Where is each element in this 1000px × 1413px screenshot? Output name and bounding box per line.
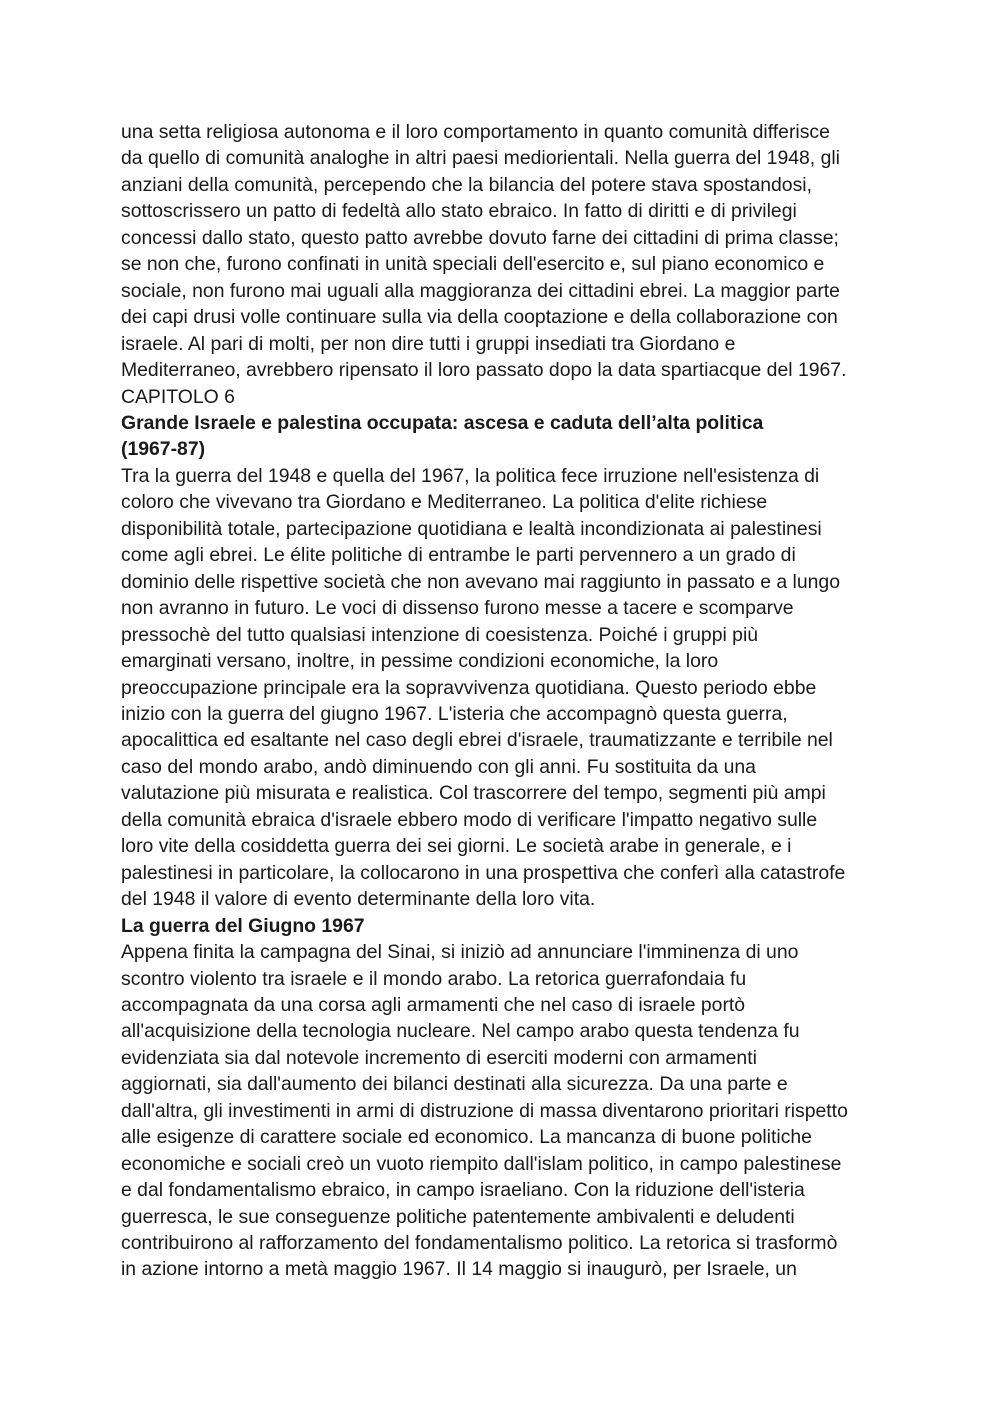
text-line: in azione intorno a metà maggio 1967. Il 14 maggio si inaugurò, per Israele, un bbox=[121, 1258, 797, 1281]
text-line: coloro che vivevano tra Giordano e Mediterraneo. La politica d'elite richiese bbox=[121, 491, 768, 514]
text-line: apocalittica ed esaltante nel caso degli ebrei d'israele, traumatizzante e terribile nel bbox=[121, 729, 833, 752]
chapter-label bbox=[121, 384, 891, 410]
text-line: loro vite della cosiddetta guerra dei sei giorni. Le società arabe in generale, e i bbox=[121, 835, 792, 858]
text-line: disponibilità totale, partecipazione quotidiana e lealtà incondizionata ai palestinesi bbox=[121, 517, 822, 540]
text-line: israele. Al pari di molti, per non dire tutti i gruppi insediati tra Giordano e bbox=[121, 332, 736, 355]
text-line: se non che, furono confinati in unità speciali dell'esercito e, sul piano economico e bbox=[121, 253, 825, 276]
section-title-line: La guerra del Giugno 1967 bbox=[121, 914, 365, 937]
text-line: evidenziata sia dal notevole incremento di eserciti moderni con armamenti bbox=[121, 1046, 757, 1069]
text-line: e dal fondamentalismo ebraico, in campo israeliano. Con la riduzione dell'isteria bbox=[121, 1179, 805, 1202]
chapter-number: CAPITOLO 6 bbox=[121, 385, 235, 408]
text-line: una setta religiosa autonoma e il loro comportamento in quanto comunità differisce bbox=[121, 121, 830, 143]
text-line: da quello di comunità analoghe in altri paesi mediorientali. Nella guerra del 1948, gli bbox=[121, 147, 840, 170]
text-line: del 1948 il valore di evento determinante della loro vita. bbox=[121, 888, 596, 911]
chapter-title-line: (1967-87) bbox=[121, 438, 206, 461]
paragraph-june-war bbox=[121, 939, 891, 1283]
text-line: accompagnata da una corsa agli armamenti che nel caso di israele portò bbox=[121, 993, 746, 1016]
chapter-title bbox=[121, 410, 891, 463]
section-title bbox=[121, 913, 891, 939]
text-line: concessi dallo stato, questo patto avrebbe dovuto farne dei cittadini di prima classe; bbox=[121, 226, 839, 249]
text-line: preoccupazione principale era la sopravvivenza quotidiana. Questo periodo ebbe bbox=[121, 676, 817, 699]
text-line: aggiornati, sia dall'aumento dei bilanci destinati alla sicurezza. Da una parte e bbox=[121, 1073, 788, 1096]
text-line: Tra la guerra del 1948 e quella del 1967, la politica fece irruzione nell'esistenza di bbox=[121, 464, 820, 487]
text-line: inizio con la guerra del giugno 1967. L'isteria che accompagnò questa guerra, bbox=[121, 702, 788, 725]
text-line: non avranno in futuro. Le voci di dissenso furono messe a tacere e scomparve bbox=[121, 597, 794, 620]
text-line: contribuirono al rafforzamento del fondamentalismo politico. La retorica si trasformò bbox=[121, 1232, 838, 1255]
text-line: valutazione più misurata e realistica. Col trascorrere del tempo, segmenti più ampi bbox=[121, 782, 826, 805]
text-line: dominio delle rispettive società che non avevano mai raggiunto in passato e a lungo bbox=[121, 570, 840, 593]
text-line: economiche e sociali creò un vuoto riempito dall'islam politico, in campo palestinese bbox=[121, 1152, 842, 1175]
text-line: scontro violento tra israele e il mondo arabo. La retorica guerrafondaia fu bbox=[121, 967, 747, 990]
text-line: all'acquisizione della tecnologia nucleare. Nel campo arabo questa tendenza fu bbox=[121, 1020, 800, 1043]
text-line: sottoscrissero un patto di fedeltà allo stato ebraico. In fatto di diritti e di privilegi bbox=[121, 200, 797, 223]
text-line: anziani della comunità, percependo che la bilancia del potere stava spostandosi, bbox=[121, 173, 812, 196]
text-line: alle esigenze di carattere sociale ed economico. La mancanza di buone politiche bbox=[121, 1126, 812, 1149]
text-line: della comunità ebraica d'israele ebbero modo di verificare l'impatto negativo sulle bbox=[121, 808, 818, 831]
document-body bbox=[121, 119, 891, 1283]
paragraph-druze bbox=[121, 119, 891, 384]
paragraph-elite-politics bbox=[121, 463, 891, 913]
text-line: Mediterraneo, avrebbero ripensato il loro passato dopo la data spartiacque del 1967. bbox=[121, 359, 847, 382]
text-line: palestinesi in particolare, la collocarono in una prospettiva che conferì alla catastrofe bbox=[121, 861, 846, 884]
text-line: guerresca, le sue conseguenze politiche patentemente ambivalenti e deludenti bbox=[121, 1205, 795, 1228]
text-line: Appena finita la campagna del Sinai, si iniziò ad annunciare l'imminenza di uno bbox=[121, 941, 799, 964]
text-line: pressochè del tutto qualsiasi intenzione di coesistenza. Poiché i gruppi più bbox=[121, 623, 759, 646]
chapter-title-line: Grande Israele e palestina occupata: ascesa e caduta dell’alta politica bbox=[121, 411, 764, 434]
text-line: emarginati versano, inoltre, in pessime condizioni economiche, la loro bbox=[121, 650, 719, 673]
text-line: come agli ebrei. Le élite politiche di entrambe le parti pervennero a un grado di bbox=[121, 544, 796, 567]
text-line: dall'altra, gli investimenti in armi di distruzione di massa diventarono prioritari rispetto bbox=[121, 1099, 848, 1122]
text-line: dei capi drusi volle continuare sulla via della cooptazione e della collaborazione con bbox=[121, 306, 838, 329]
text-line: sociale, non furono mai uguali alla maggioranza dei cittadini ebrei. La maggior parte bbox=[121, 279, 840, 302]
text-line: caso del mondo arabo, andò diminuendo con gli anni. Fu sostituita da una bbox=[121, 755, 756, 778]
